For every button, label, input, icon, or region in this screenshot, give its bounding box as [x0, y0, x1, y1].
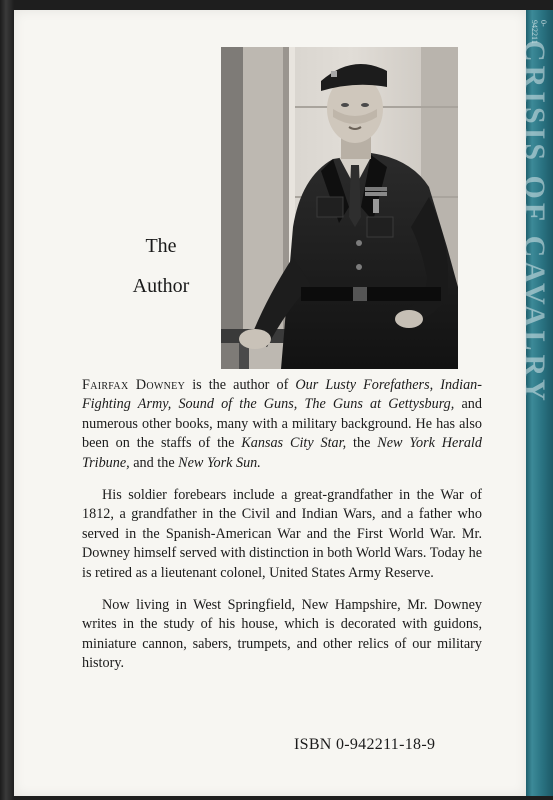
- heading-line-2: Author: [132, 275, 190, 297]
- author-biography: [82, 376, 482, 687]
- book-titles: Our Lusty Forefathers, Indian-Fighting Army, Sound of the Guns, The Guns at Gettysburg,: [82, 377, 482, 413]
- spine-mark: 0-942211: [530, 20, 548, 44]
- bio-text-segment: is the author of: [185, 377, 296, 393]
- bio-paragraph-2: His soldier forebears include a great-grandfather in the War of 1812, a grandfather in the Civil and Indian Wars, and a father who served in the Spanish-American War and the First World War. Mr. Downey himself served with distinction in both World Wars. Today he is retired as a lieutenant colonel, United States Army Reserve.: [82, 487, 482, 581]
- author-portrait-image: [221, 47, 458, 369]
- section-heading: [106, 226, 216, 306]
- bio-text-segment: and the: [129, 454, 179, 471]
- publication-title: New York Herald Tribune,: [82, 435, 482, 471]
- spine-title: CRISIS OF CAVALRY: [518, 40, 551, 405]
- bio-paragraph-3: Now living in West Springfield, New Hampshire, Mr. Downey writes in the study of his house, which is decorated with guidons, miniature cannon, sabers, trumpets, and other relics of our military history.: [82, 597, 482, 672]
- publication-title: New York Sun.: [178, 454, 261, 471]
- bio-text-segment: and numerous other books, many with a military background. He has also been on the staffs of the: [82, 396, 482, 452]
- author-name: Fairfax Downey: [82, 377, 186, 393]
- bio-text-segment: the: [346, 435, 378, 452]
- isbn-number: ISBN 0-942211-18-9: [294, 736, 436, 753]
- publication-title: Kansas City Star,: [241, 435, 347, 452]
- author-photo: [221, 47, 458, 369]
- heading-line-1: The: [145, 235, 177, 257]
- bio-paragraph-1: [82, 376, 482, 473]
